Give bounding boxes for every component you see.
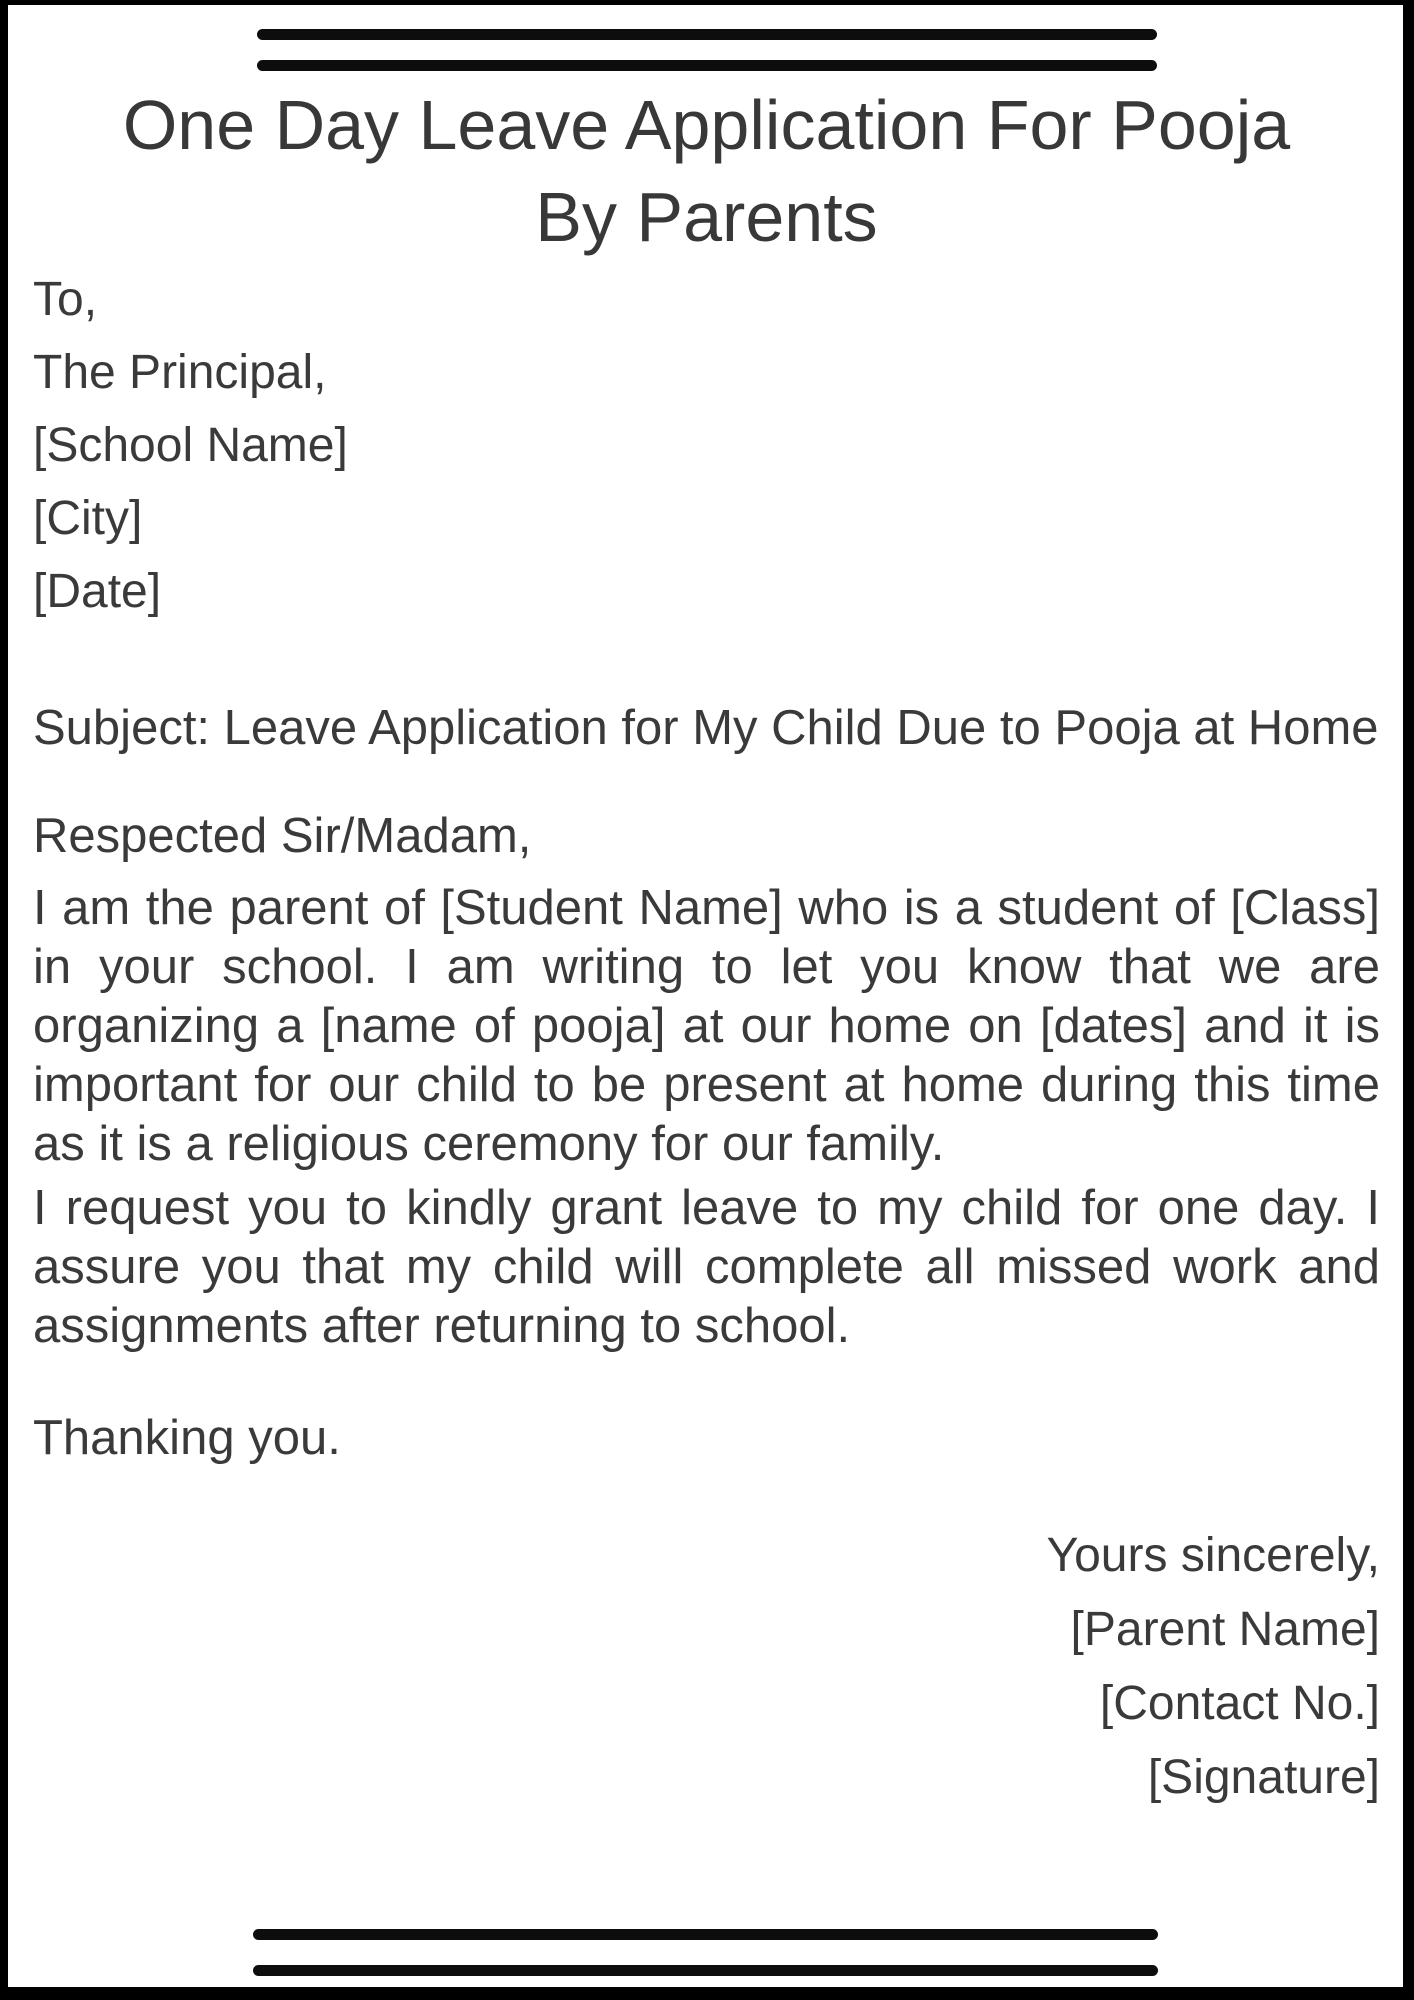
- signature-line-contact-no: [Contact No.]: [1099, 1677, 1380, 1730]
- page-title-line2: By Parents: [535, 178, 878, 256]
- top-rule-1: [257, 29, 1157, 40]
- recipient-line-principal: The Principal,: [33, 346, 327, 399]
- recipient-line-to: To,: [33, 273, 98, 326]
- signature-line-parent-name: [Parent Name]: [1070, 1603, 1380, 1656]
- subject-line: Subject: Leave Application for My Child Due to Pooja at Home: [33, 701, 1379, 755]
- recipient-line-city: [City]: [33, 492, 143, 545]
- body-paragraph-1: I am the parent of [Student Name] who is a student of [Class] in your school. I am writing to let you know that we are organizing a [name of pooja] at our home on [dates] and it is important for our child to be present at home during this time as it is a religious ceremony for our family.: [33, 881, 1380, 1171]
- signature-block: [33, 1519, 1380, 1815]
- page-title-line1: One Day Leave Application For Pooja: [122, 86, 1291, 164]
- closing-thanks: Thanking you.: [33, 1411, 341, 1465]
- top-double-rule: [257, 5, 1157, 71]
- signature-line-yours-sincerely: Yours sincerely,: [1046, 1529, 1380, 1582]
- recipient-block: [33, 263, 1380, 628]
- recipient-line-date: [Date]: [33, 565, 162, 618]
- salutation: Respected Sir/Madam,: [33, 809, 532, 863]
- bottom-rule-1: [253, 1929, 1158, 1940]
- body-paragraph-2: I request you to kindly grant leave to my child for one day. I assure you that my child will complete all missed work and assignments after returning to school.: [33, 1181, 1380, 1353]
- page-title: [53, 79, 1360, 263]
- bottom-double-rule: [8, 1929, 1403, 1976]
- bottom-rule-2: [253, 1965, 1158, 1976]
- top-rule-2: [257, 60, 1157, 71]
- signature-line-signature: [Signature]: [1147, 1751, 1380, 1804]
- recipient-line-school-name: [School Name]: [33, 419, 348, 472]
